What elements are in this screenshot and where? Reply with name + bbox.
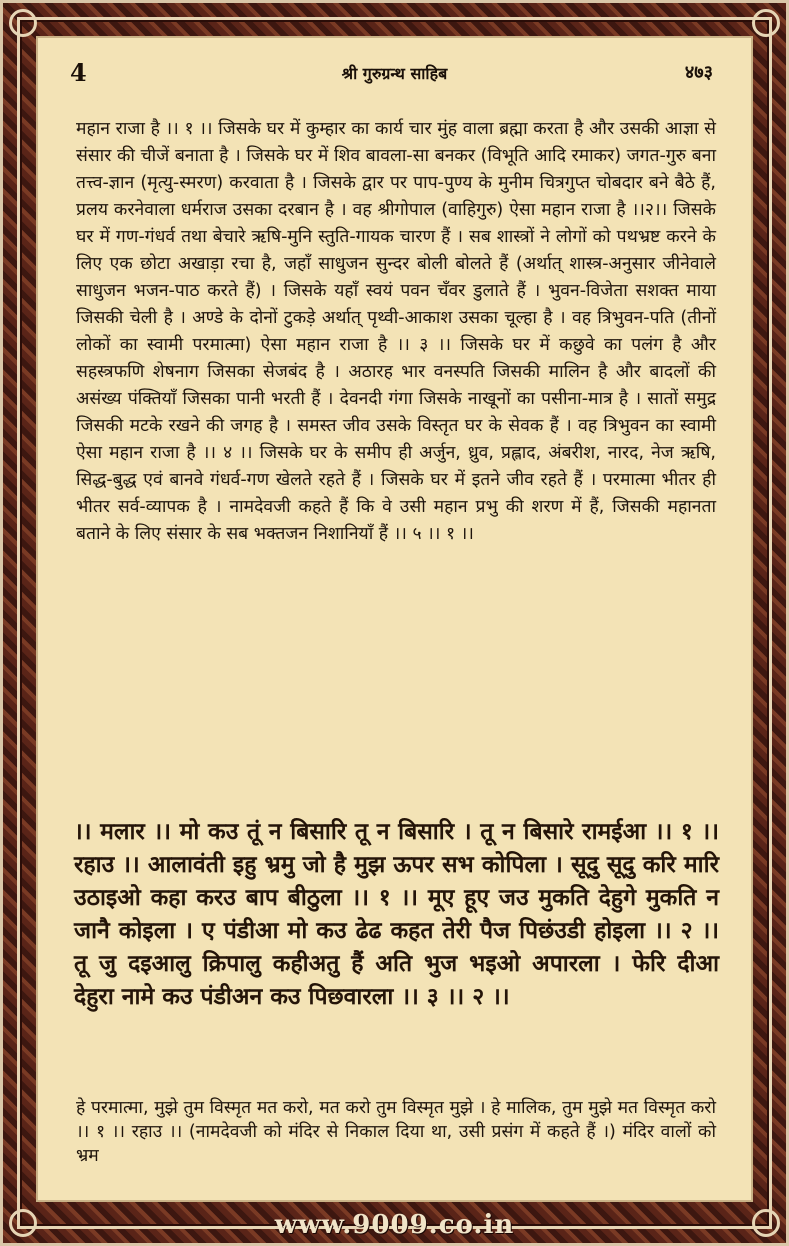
page-number-right: ४७३ — [684, 62, 713, 83]
page-header — [36, 58, 753, 88]
corner-ornament-icon — [752, 9, 780, 37]
corner-ornament-icon — [9, 9, 37, 37]
page-number-left: 4 — [70, 58, 87, 87]
commentary-paragraph: महान राजा है ।। १ ।। जिसके घर में कुम्हार का कार्य चार मुंह वाला ब्रह्मा करता है और उसकी आज्ञा से संसार की चीजें बनाता है । जिसके घर में शिव बावला-सा बनकर (विभूति आदि रमाकर) जगत-गुरु बना तत्त्व-ज्ञान (मृत्यु-स्मरण) करवाता है । जिसके द्वार पर पाप-पुण्य के मुनीम चित्रगुप्त चोबदार बने बैठे हैं, प्रलय करनेवाला धर्मराज उसका दरबान है । वह श्रीगोपाल (वाहिगुरु) ऐसा महान राजा है ।।२।। जिसके घर में गण-गंधर्व तथा बेचारे ऋषि-मुनि स्तुति-गायक चारण हैं । सब शास्त्रों ने लोगों को पथभ्रष्ट करने के लिए एक छोटा अखाड़ा रचा है, जहाँ साधुजन सुन्दर बोली बोलते हैं (अर्थात् शास्त्र-अनुसार जीनेवाले साधुजन भजन-पाठ करते हैं) । जिसके यहाँ स्वयं पवन चँवर डुलाते हैं । भुवन-विजेता सशक्त माया जिसकी चेली है । अण्डे के दोनों टुकड़े अर्थात् पृथ्वी-आकाश उसका चूल्हा है । वह त्रिभुवन-पति (तीनों लोकों का स्वामी परमात्मा) ऐसा महान राजा है ।। ३ ।। जिसके घर में कछुवे का पलंग है और सहस्त्रफणि शेषनाग जिसका सेजबंद है । अठारह भार वनस्पति जिसकी मालिन है और बादलों की असंख्य पंक्तियाँ जिसका पानी भरती हैं । देवनदी गंगा जिसके नाखूनों का पसीना-मात्र है । सातों समुद्र जिसकी मटके रखने की जगह है । समस्त जीव उसके विस्तृत घर के सेवक हैं । वह त्रिभुवन का स्वामी ऐसा महान राजा है ।। ४ ।। जिसके घर के समीप ही अर्जुन, ध्रुव, प्रह्लाद, अंबरीश, नारद, नेज ऋषि, सिद्ध-बुद्ध एवं बानवे गंधर्व-गण खेलते रहते हैं । जिसके घर में इतने जीव रहते हैं । परमात्मा भीतर ही भीतर सर्व-व्यापक है । नामदेवजी कहते हैं कि वे उसी महान प्रभु की शरण में हैं, जिसकी महानता बताने के लिए संसार के सब भक्तजन निशानियाँ हैं ।। ५ ।। १ ।। — [76, 119, 716, 544]
scripture-page — [36, 36, 753, 1202]
page-title: श्री गुरुग्रन्थ साहिब — [341, 64, 448, 83]
translation-paragraph: हे परमात्मा, मुझे तुम विस्मृत मत करो, मत करो तुम विस्मृत मुझे । हे मालिक, तुम मुझे मत विस्मृत करो ।। १ ।। रहाउ ।। (नामदेवजी को मंदिर से निकाल दिया था, उसी प्रसंग में कहते हैं ।) मंदिर वालों को भ्रम — [76, 1098, 716, 1166]
website-footer: www.9009.co.in — [274, 1210, 515, 1240]
verse-block: ।। मलार ।। मो कउ तूं न बिसारि तू न बिसारि । तू न बिसारे रामईआ ।। १ ।। रहाउ ।। आलावंती इहु भ्रमु जो है मुझ ऊपर सभ कोपिला । सूदु सूदु करि मारि उठाइओ कहा करउ बाप बीठुला ।। १ ।। मूए हूए जउ मुकति देहुगे मुकति न जानै कोइला । ए पंडीआ मो कउ ढेढ कहत तेरी पैज पिछंउडी होइला ।। २ ।। तू जु दइआलु क्रिपालु कहीअतु हैं अति भुज भइओ अपारला । फेरि दीआ देहुरा नामे कउ पंडीअन कउ पिछवारला ।। ३ ।। २ ।। — [74, 819, 719, 1010]
